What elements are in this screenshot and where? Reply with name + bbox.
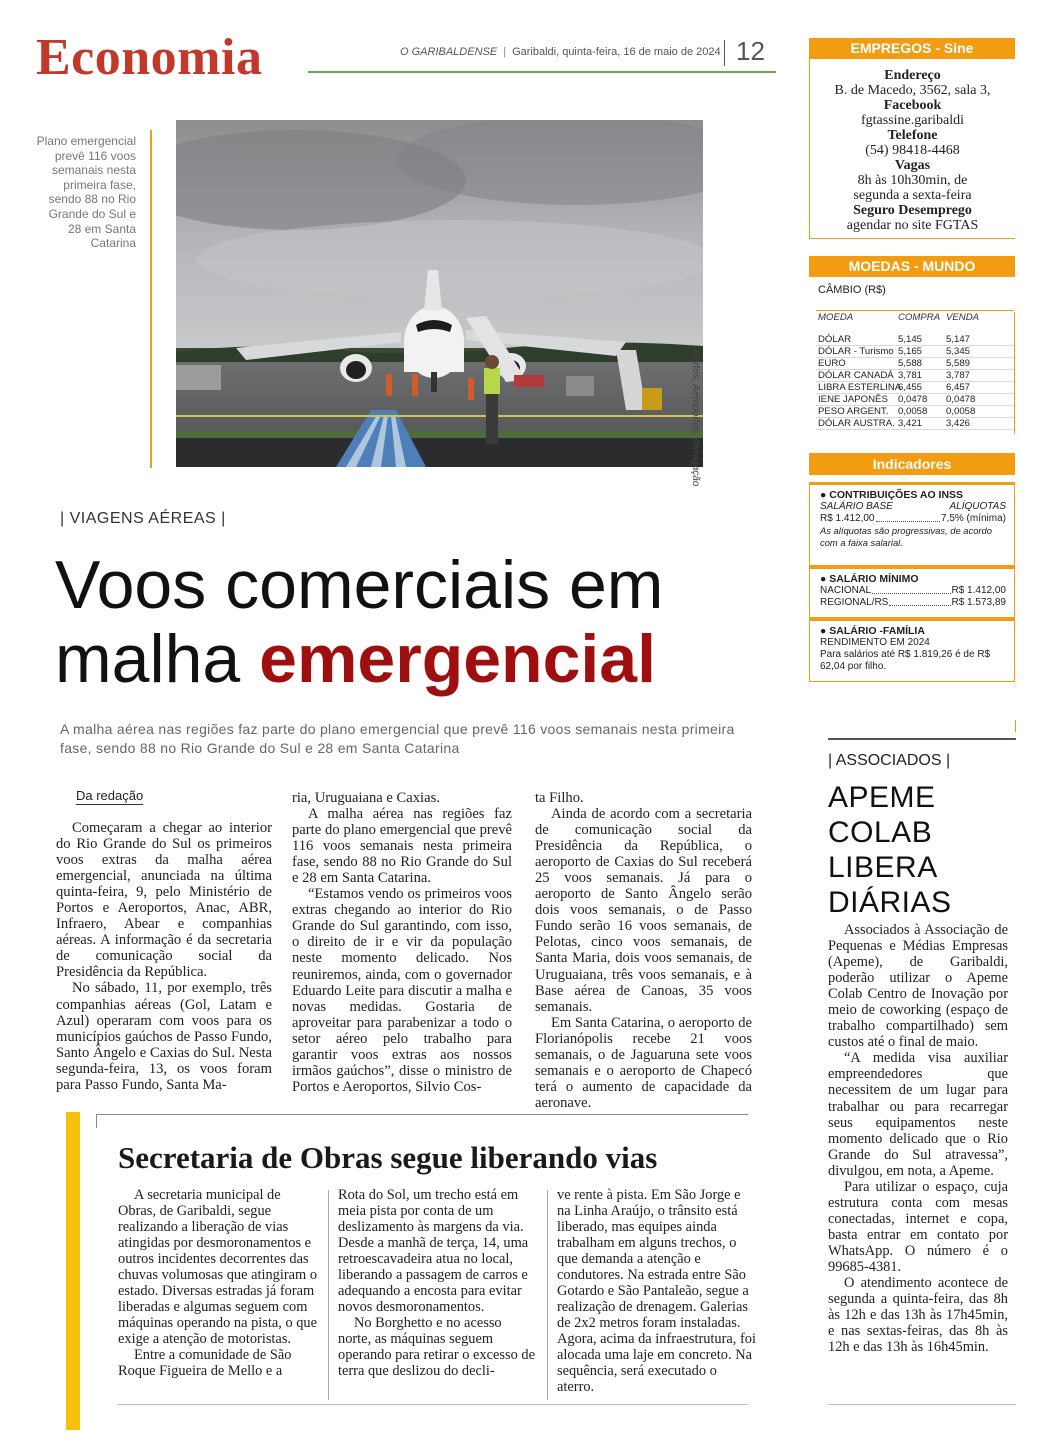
page-number: 12 xyxy=(736,36,765,66)
newspaper-name: O GARIBALDENSE xyxy=(400,46,498,58)
salario-minimo-box xyxy=(809,566,1015,618)
col-compra: COMPRA xyxy=(898,312,941,323)
vagas-hours: 8h às 10h30min, de xyxy=(857,173,968,188)
sell-rate: 5,147 xyxy=(946,334,971,345)
telefone-value: (54) 98418-4468 xyxy=(865,143,960,158)
paragraph: Ainda de acordo com a secretaria de comunicação social da Presidência da República, o aeroporto de Caxias do Sul receberá 25 voos semanais. Já para o aeroporto de Santo Ângelo serão dois voos semanais, o de Passo Fundo serão 16 voos semanais, de Pelotas, cinco voos semanais, de Santa Maria, dois voos semanais, de Uruguaiana, três voos semanais, e à Base aérea de Canoas, 35 voos semanais. xyxy=(535,806,752,1015)
sell-rate: 6,457 xyxy=(946,382,971,393)
inss-title: ● CONTRIBUIÇÕES AO INSS xyxy=(820,489,964,501)
currency-name: DÓLAR CANADÁ xyxy=(818,370,894,381)
table-row xyxy=(816,370,1014,382)
salmin-regional-label: REGIONAL/RS xyxy=(820,597,889,608)
associados-headline xyxy=(828,780,1018,920)
dateline: Garibaldi, quinta-feira, 16 de maio de 2024 xyxy=(512,46,721,58)
salfam-title: ● SALÁRIO -FAMÍLIA xyxy=(820,625,925,637)
paragraph: Associados à Associação de Pequenas e Médias Empresas (Apeme), de Garibaldi, poderão utilizar o Apeme Colab Centro de Inovação por meio de coworking (espaço de trabalho compartilhado) sem custos até o final de maio. xyxy=(828,922,1008,1051)
currency-name: DÓLAR AUSTRA. xyxy=(818,418,895,429)
paragraph: Em Santa Catarina, o aeroporto de Florianópolis recebe 21 voos semanais, o de Jaguaruna sete voos semanais e o aeroporto de Chapecó terá o aumento de capacidade da aeronave. xyxy=(535,1014,752,1111)
salfam-subtitle: RENDIMENTO EM 2024 xyxy=(820,637,930,648)
table-row xyxy=(816,394,1014,406)
secondary-corner-rule xyxy=(96,1114,97,1128)
secondary-accent-bar xyxy=(66,1112,80,1430)
page-number-divider xyxy=(724,40,725,66)
currency-name: DÓLAR - Turismo xyxy=(818,346,894,357)
moedas-top-rule xyxy=(816,310,1014,311)
currency-name: IENE JAPONÊS xyxy=(818,394,888,405)
table-row xyxy=(816,382,1014,394)
paragraph: Rota do Sol, um trecho está em meia pista por conta de um deslizamento às margens da via. Desde a manhã de terça, 14, uma retroescavadeira atua no local, liberando a passagem de carros e adequando a encosta para evitar novos desmoronamentos. xyxy=(338,1187,529,1315)
paragraph: Para utilizar o espaço, cuja estrutura conta com mesas conectadas, internet e copa, basta entrar em contato por WhatsApp. O número é o 99685-4381. xyxy=(828,1178,1008,1275)
currency-name: EURO xyxy=(818,358,846,369)
salmin-regional-value: R$ 1.573,89 xyxy=(951,597,1006,608)
masthead xyxy=(400,46,721,58)
cambio-subtitle: CÂMBIO (R$) xyxy=(818,284,886,296)
headline-line: LIBERA xyxy=(828,851,938,884)
sell-rate: 3,426 xyxy=(946,418,971,429)
paragraph: O atendimento acontece de segunda a quinta-feira, das 8h às 12h e das 13h às 17h45min, e nas sextas-feiras, das 8h às 12h e das 13h às 16h45min. xyxy=(828,1275,1008,1356)
paragraph: A malha aérea nas regiões faz parte do plano emergencial que prevê 116 voos semanais nesta primeira fase, sendo 88 no Rio Grande do Sul e 28 em Santa Catarina. xyxy=(292,806,512,887)
currency-table xyxy=(816,312,1014,430)
paragraph: ta Filho. xyxy=(535,790,584,806)
table-row xyxy=(816,406,1014,418)
airport-photo xyxy=(176,120,703,467)
empregos-box xyxy=(809,59,1015,239)
secondary-top-rule xyxy=(96,1114,748,1115)
leader-dots xyxy=(876,513,940,522)
paragraph: Entre a comunidade de São Roque Figueira de Mello e a xyxy=(118,1347,292,1379)
currency-name: LIBRA ESTERLINA xyxy=(818,382,902,393)
headline-text: Voos comerciais em malha xyxy=(55,547,664,697)
endereco-label: Endereço xyxy=(884,68,941,83)
sell-rate: 3,787 xyxy=(946,370,971,381)
header-rule xyxy=(308,71,776,73)
salmin-title: ● SALÁRIO MÍNIMO xyxy=(820,573,919,585)
table-row xyxy=(816,418,1014,430)
inss-row xyxy=(820,513,1006,525)
secondary-column-2 xyxy=(338,1187,538,1379)
salfam-text: Para salários até R$ 1.819,26 é de R$ 62,04 por filho. xyxy=(820,649,991,672)
buy-rate: 6,455 xyxy=(898,382,923,393)
photo-credit: Portos, Aeroportos, divulgação xyxy=(690,350,701,487)
buy-rate: 5,588 xyxy=(898,358,923,369)
vagas-label: Vagas xyxy=(894,158,931,173)
sell-rate: 5,589 xyxy=(946,358,971,369)
article-headline xyxy=(55,548,755,696)
facebook-value: fgtassine.garibaldi xyxy=(860,113,965,128)
col-moeda: MOEDA xyxy=(818,312,854,323)
byline: Da redação xyxy=(76,788,144,803)
inss-base-value: R$ 1.412,00 xyxy=(820,513,875,524)
indicadores-header: Indicadores xyxy=(809,453,1015,475)
col-venda: VENDA xyxy=(946,312,980,323)
currency-name: PESO ARGENT. xyxy=(818,406,889,417)
buy-rate: 5,145 xyxy=(898,334,923,345)
headline-line: APEME xyxy=(828,781,936,814)
paragraph: No sábado, 11, por exemplo, três companhias aéreas (Gol, Latam e Azul) operaram com voos para os municípios gaúchos de Passo Fundo, Santo Ângelo e Caxias do Sul. Nesta segunda-feira, 13, os voos foram para Passo Fundo, Santa Ma- xyxy=(56,980,272,1093)
paragraph: “A medida visa auxiliar empreendedores que necessitem de um lugar para trabalhar ou para recarregar seus equipamentos neste momento delicado que o Rio Grande do Sul atravessa”, divulgou, em nota, a Apeme. xyxy=(828,1050,1008,1179)
article-column-1 xyxy=(56,820,272,1093)
headline-highlight: emergencial xyxy=(259,621,657,697)
associados-top-tick xyxy=(1015,720,1016,732)
seguro-value: agendar no site FGTAS xyxy=(846,218,979,233)
table-row xyxy=(816,358,1014,370)
buy-rate: 3,421 xyxy=(898,418,923,429)
facebook-label: Facebook xyxy=(883,98,942,113)
currency-table-header xyxy=(816,312,1014,334)
telefone-label: Telefone xyxy=(887,128,938,143)
associados-bottom-rule xyxy=(828,1404,1016,1405)
inss-col-base: SALÁRIO BASE xyxy=(820,501,893,512)
seguro-label: Seguro Desemprego xyxy=(853,203,972,218)
section-title: Economia xyxy=(36,29,263,86)
paragraph: A secretaria municipal de Obras, de Garibaldi, segue realizando a liberação de vias atingidas por desmoronamentos e outros incidentes decorrentes das chuvas volumosas que atingiram o estado. Diversas estradas já foram liberadas e algumas seguem com máquinas operando na pista, o que exige a atenção de motoristas. xyxy=(118,1187,318,1347)
headline-line: COLAB xyxy=(828,816,933,849)
leader-dots xyxy=(889,597,950,606)
buy-rate: 5,165 xyxy=(898,346,923,357)
paragraph: ve rente à pista. Em São Jorge e na Linha Araújo, o trânsito está liberado, mas equipes ainda trabalham em alguns trechos, o que demanda a atenção e condutores. Na estrada entre São Gotardo e São Pantaleão, segue a realização de drenagem. Galerias de 2x2 metros foram instaladas. Agora, acima da infraestrutura, foi alocada uma laje em concreto. Na sequência, será executado o aterro. xyxy=(557,1187,756,1395)
inss-columns xyxy=(820,501,1006,513)
paragraph: ria, Uruguaiana e Caxias. xyxy=(292,790,440,806)
salmin-nacional-label: NACIONAL xyxy=(820,585,872,596)
masthead-separator: | xyxy=(503,46,507,58)
paragraph: Começaram a chegar ao interior do Rio Grande do Sul os primeiros voos extras da malha aérea emergencial, anunciada na última quinta-feira, 9, pelo Ministério de Portos e Aeroportos, Anac, ABR, Infraero, Abear e companhias aéreas. A informação é da secretaria de comunicação social da Presidência da República. xyxy=(56,820,272,981)
caption-rule xyxy=(150,130,152,468)
vagas-days: segunda a sexta-feira xyxy=(853,188,972,203)
associados-body xyxy=(828,922,1008,1355)
article-column-3 xyxy=(535,790,752,1111)
article-deck: A malha aérea nas regiões faz parte do plano emergencial que prevê 116 voos semanais nesta primeira fase, sendo 88 no Rio Grande do Sul e 28 em Santa Catarina xyxy=(60,721,735,756)
column-divider xyxy=(547,1190,548,1400)
buy-rate: 0,0058 xyxy=(898,406,928,417)
secondary-column-3 xyxy=(557,1187,757,1395)
table-row xyxy=(816,346,1014,358)
inss-box xyxy=(809,482,1015,566)
buy-rate: 3,781 xyxy=(898,370,923,381)
salmin-nacional-value: R$ 1.412,00 xyxy=(951,585,1006,596)
associados-kicker: | ASSOCIADOS | xyxy=(828,752,951,769)
leader-dots xyxy=(872,585,950,594)
empregos-header: EMPREGOS - Sine xyxy=(809,38,1015,59)
inss-note: As alíquotas são progressivas, de acordo com a faixa salarial. xyxy=(820,525,992,548)
inss-rate-value: 7,5% (mínima) xyxy=(940,513,1006,524)
article-column-2 xyxy=(292,790,512,1095)
salmin-nacional-row xyxy=(820,585,1006,597)
column-divider xyxy=(328,1190,329,1400)
sell-rate: 5,345 xyxy=(946,346,971,357)
salmin-regional-row xyxy=(820,597,1006,609)
salario-familia-box xyxy=(809,618,1015,682)
paragraph: “Estamos vendo os primeiros voos extras chegando ao interior do Rio Grande do Sul garantindo, com isso, o direito de ir e vir da população neste momento delicado. Nos reuniremos, ainda, com o governador Eduardo Leite para discutir a malha e novas medidas. Gostaria de aproveitar para parabenizar a todo o setor aéreo pelo trabalho para garantir voos extras aos nossos irmãos gaúchos”, disse o ministro de Portos e Aeroportos, Silvio Cos- xyxy=(292,886,512,1095)
endereco-value: B. de Macedo, 3562, sala 3, xyxy=(834,83,991,98)
buy-rate: 0,0478 xyxy=(898,394,928,405)
airplane-on-tarmac-image xyxy=(176,120,703,467)
paragraph: No Borghetto e no acesso norte, as máquinas seguem operando para retirar o excesso de terra que deslizou do decli- xyxy=(338,1315,535,1379)
photo-caption: Plano emergencial prevê 116 voos semanais nesta primeira fase, sendo 88 no Rio Grande do Sul e 28 em Santa Catarina xyxy=(36,134,136,251)
sell-rate: 0,0058 xyxy=(946,406,976,417)
secondary-column-1 xyxy=(118,1187,318,1379)
currency-name: DÓLAR xyxy=(818,334,852,345)
bottom-rule xyxy=(118,1404,748,1405)
inss-col-rate: ALÍQUOTAS xyxy=(949,501,1006,512)
table-row xyxy=(816,334,1014,346)
moedas-header: MOEDAS - MUNDO xyxy=(809,256,1015,277)
moedas-side-rule xyxy=(1014,312,1015,434)
associados-top-rule xyxy=(828,738,1016,740)
article-kicker: | VIAGENS AÉREAS | xyxy=(60,510,226,527)
sell-rate: 0,0478 xyxy=(946,394,976,405)
headline-line: DIÁRIAS xyxy=(828,886,952,919)
secondary-headline: Secretaria de Obras segue liberando vias xyxy=(118,1140,658,1175)
